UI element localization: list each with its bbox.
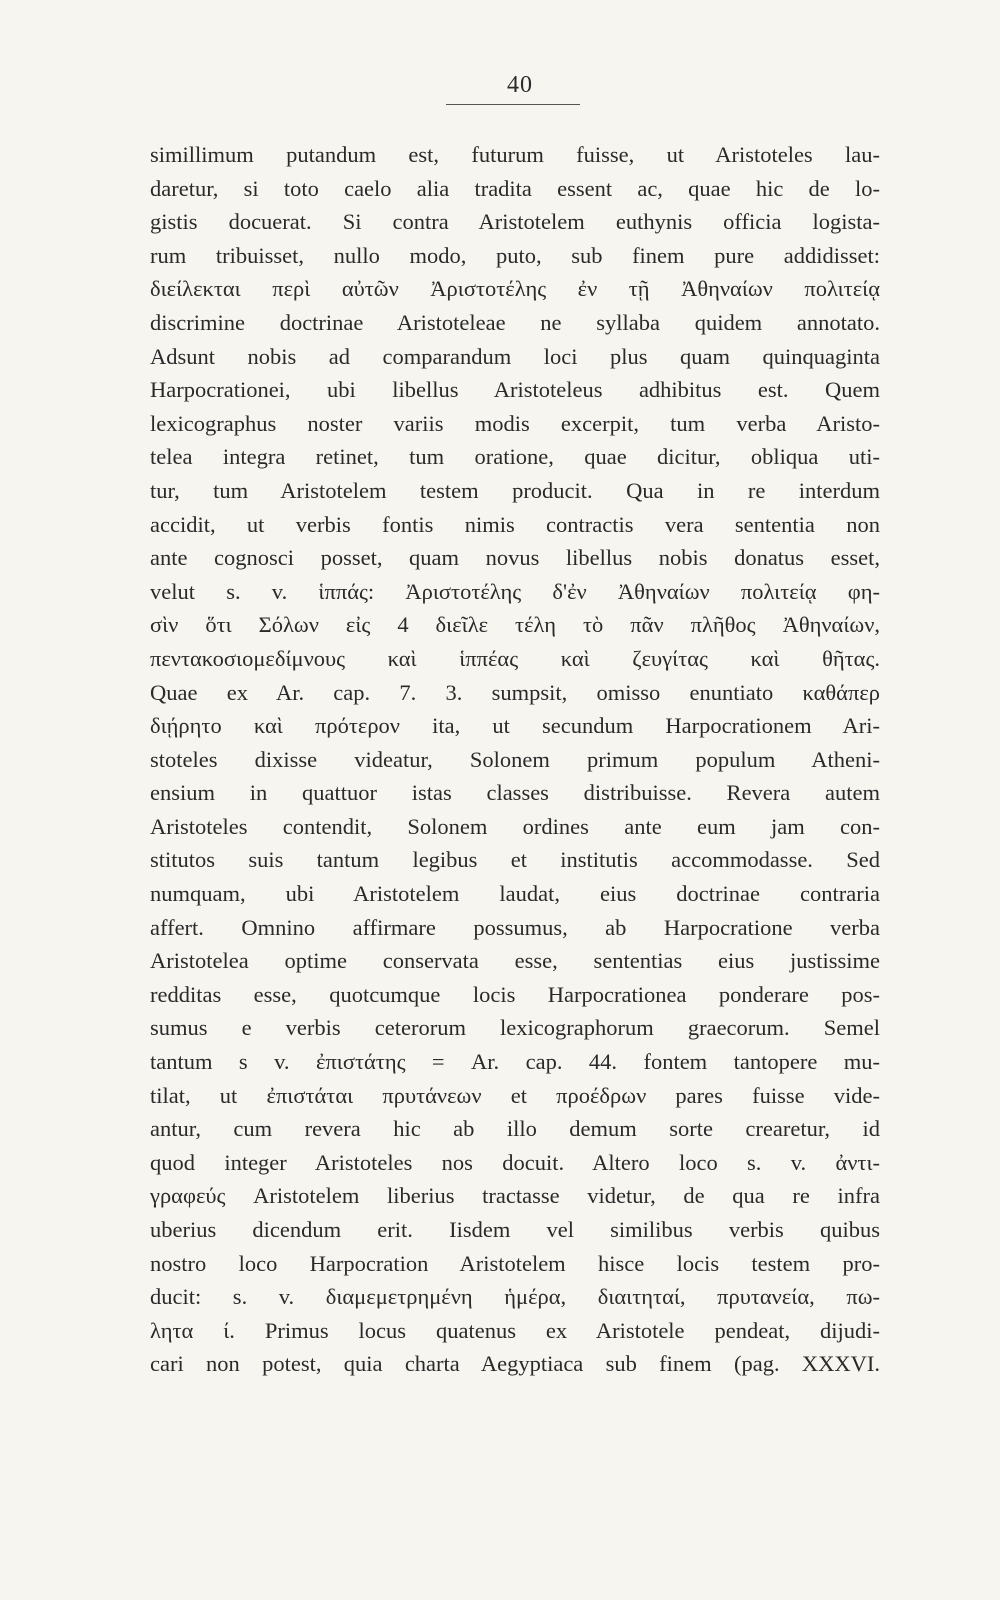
text-line: γραφεύς Aristotelem liberius tractasse videtur, de qua re infra	[150, 1183, 880, 1209]
text-line: numquam, ubi Aristotelem laudat, eius doctrinae contraria	[150, 881, 880, 907]
text-line: rum tribuisset, nullo modo, puto, sub finem pure addidisset:	[150, 242, 880, 268]
text-line: stoteles dixisse videatur, Solonem primum populum Atheni-	[150, 746, 880, 772]
text-line: telea integra retinet, tum oratione, quae dicitur, obliqua uti-	[150, 444, 880, 470]
text-line: Harpocrationei, ubi libellus Aristoteleus adhibitus est. Quem	[150, 377, 880, 403]
text-line: lexicographus noster variis modis excerpit, tum verba Aristo-	[150, 410, 880, 436]
text-line: velut s. v. ἱππάς: Ἀριστοτέλης δ'ἐν Ἀθηναίων πολιτείᾳ φη-	[150, 578, 880, 604]
text-line: λητα ί. Primus locus quatenus ex Aristotele pendeat, dijudi-	[150, 1317, 880, 1343]
text-line: πεντακοσιομεδίμνους καὶ ἱππέας καὶ ζευγίτας καὶ θῆτας.	[150, 645, 880, 671]
text-line: antur, cum revera hic ab illo demum sorte crearetur, id	[150, 1116, 880, 1142]
text-line: discrimine doctrinae Aristoteleae ne syllaba quidem annotato.	[150, 309, 880, 335]
text-line: stitutos suis tantum legibus et institutis accommodasse. Sed	[150, 847, 880, 873]
text-line: tilat, ut ἐπιστάται πρυτάνεων et προέδρων pares fuisse vide-	[150, 1082, 880, 1108]
text-line: Quae ex Ar. cap. 7. 3. sumpsit, omisso enuntiato καθάπερ	[150, 679, 880, 705]
text-line: quod integer Aristoteles nos docuit. Altero loco s. v. ἀντι-	[150, 1149, 880, 1175]
text-line: cari non potest, quia charta Aegyptiaca sub finem (pag. XXXVI.	[150, 1351, 880, 1377]
text-line: Aristotelea optime conservata esse, sententias eius justissime	[150, 948, 880, 974]
body-text	[150, 138, 880, 1381]
text-line: gistis docuerat. Si contra Aristotelem euthynis officia logista-	[150, 209, 880, 235]
text-line: sumus e verbis ceterorum lexicographorum graecorum. Semel	[150, 1015, 880, 1041]
text-line: uberius dicendum erit. Iisdem vel similibus verbis quibus	[150, 1217, 880, 1242]
text-line: nostro loco Harpocration Aristotelem hisce locis testem pro-	[150, 1250, 880, 1276]
text-line: ante cognosci posset, quam novus libellus nobis donatus esset,	[150, 545, 880, 571]
text-line: ensium in quattuor istas classes distribuisse. Revera autem	[150, 780, 880, 806]
text-line: tantum s v. ἐπιστάτης = Ar. cap. 44. fontem tantopere mu-	[150, 1049, 880, 1075]
text-line: ducit: s. v. διαμεμετρημένη ἡμέρα, διαιτηταί, πρυτανεία, πω-	[150, 1284, 880, 1310]
text-line: affert. Omnino affirmare possumus, ab Harpocratione verba	[150, 914, 880, 940]
text-line: Adsunt nobis ad comparandum loci plus quam quinquaginta	[150, 343, 880, 369]
text-line: διείλεκται περὶ αὐτῶν Ἀριστοτέλης ἐν τῇ Ἀθηναίων πολιτείᾳ	[150, 276, 880, 302]
text-line: tur, tum Aristotelem testem producit. Qua in re interdum	[150, 477, 880, 503]
text-line: Aristoteles contendit, Solonem ordines ante eum jam con-	[150, 813, 880, 839]
page-number: 40	[507, 72, 533, 98]
text-line: simillimum putandum est, futurum fuisse, ut Aristoteles lau-	[150, 142, 880, 167]
text-line: σὶν ὅτι Σόλων εἰς 4 διεῖλε τέλη τὸ πᾶν πλῆθος Ἀθηναίων,	[150, 612, 880, 638]
text-line: accidit, ut verbis fontis nimis contractis vera sententia non	[150, 511, 880, 537]
text-line: διῄρητο καὶ πρότερον ita, ut secundum Harpocrationem Ari-	[150, 713, 880, 739]
header-rule	[446, 104, 580, 105]
text-line: daretur, si toto caelo alia tradita essent ac, quae hic de lo-	[150, 175, 880, 201]
text-line: redditas esse, quotcumque locis Harpocrationea ponderare pos-	[150, 981, 880, 1007]
